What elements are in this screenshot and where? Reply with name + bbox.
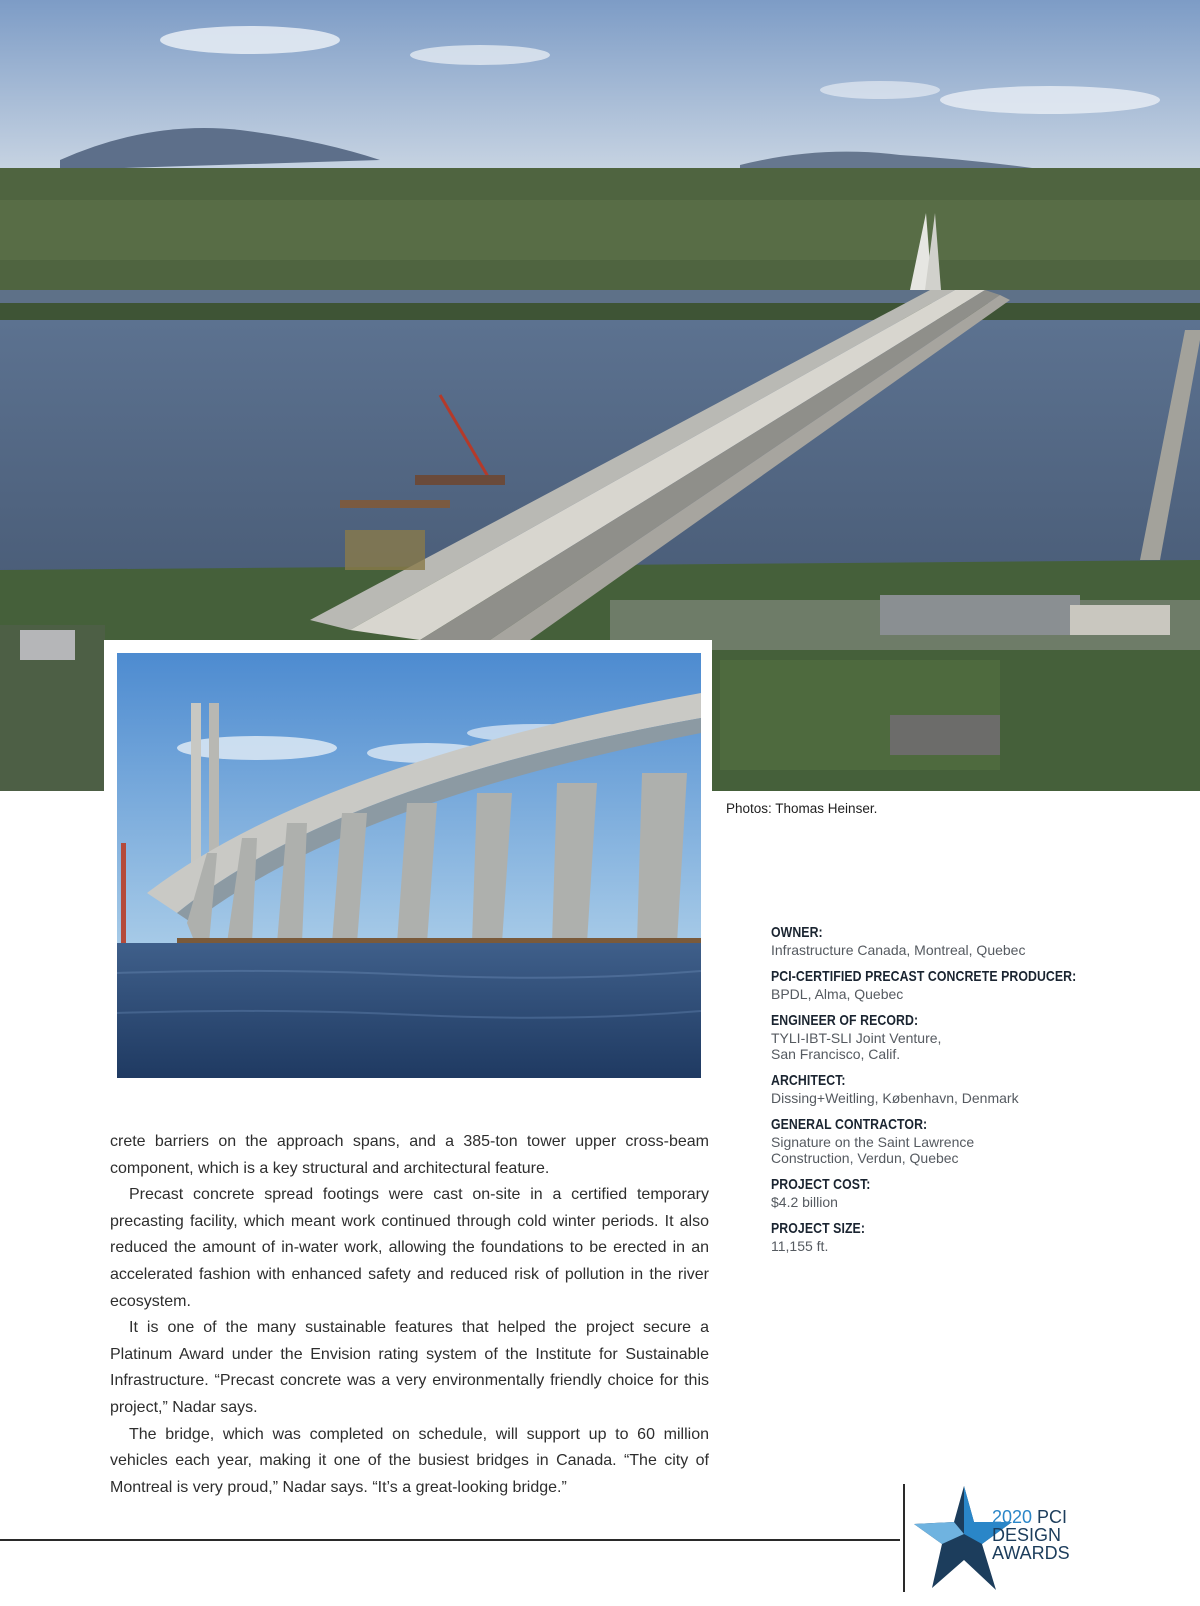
credit-label: ARCHITECT: [771,1072,846,1089]
project-credits [771,924,1101,1264]
logo-year: 2020 [992,1507,1033,1527]
inset-bridge-photo [117,653,701,1078]
logo-line-2: DESIGN [992,1525,1062,1545]
credit-value: TYLI-IBT-SLI Joint Venture, San Francisco, Calif. [771,1030,942,1062]
credit-value: 11,155 ft. [771,1238,829,1254]
footer-rule [0,1539,900,1541]
credit-owner [771,924,1101,958]
paragraph: The bridge, which was completed on schedule, will support up to 60 million vehicles each year, making it one of the busiest bridges in Canada. “The city of Montreal is very proud,” Nadar says. “It’s a great-looking bridge.” [110,1425,709,1496]
credit-contractor [771,1116,1101,1166]
paragraph: It is one of the many sustainable features that helped the project secure a Platinum Award under the Envision rating system of the Institute for Sustainable Infrastructure. “Precast concrete was a very environmentally friendly choice for this project,” Nadar says. [110,1319,709,1416]
article-body [110,1129,709,1501]
credit-label: PCI-CERTIFIED PRECAST CONCRETE PRODUCER: [771,968,1077,985]
footer-divider [903,1484,905,1592]
credit-label: ENGINEER OF RECORD: [771,1012,919,1029]
credit-engineer [771,1012,1101,1062]
credit-value: BPDL, Alma, Quebec [771,986,904,1002]
credit-value: $4.2 billion [771,1194,838,1210]
paragraph: crete barriers on the approach spans, and a 385-ton tower upper cross-beam component, which is a key structural and architectural feature. [110,1133,709,1177]
credit-value: Dissing+Weitling, København, Denmark [771,1090,1019,1106]
logo-line-3: AWARDS [992,1543,1070,1563]
credit-label: PROJECT SIZE: [771,1220,866,1237]
credit-architect [771,1072,1101,1106]
logo-pci: PCI [1032,1507,1068,1527]
bridge-piers-photo-icon [117,653,701,1078]
credit-label: PROJECT COST: [771,1176,871,1193]
logo-line-1 [992,1508,1070,1526]
credit-label: OWNER: [771,924,823,941]
logo-text [992,1508,1070,1562]
credit-value: Infrastructure Canada, Montreal, Quebec [771,942,1026,958]
paragraph: Precast concrete spread footings were cast on-site in a certified temporary precasting facility, which meant work continued through cold winter periods. It also reduced the amount of in-water work, allowing the foundations to be erected in an accelerated fashion with enhanced safety and reduced risk of pollution in the river ecosystem. [110,1186,709,1310]
credit-producer [771,968,1101,1002]
credit-value: Signature on the Saint Lawrence Construction, Verdun, Quebec [771,1134,975,1166]
photo-credit: Photos: Thomas Heinser. [726,801,878,816]
credit-size [771,1220,1101,1254]
credit-cost [771,1176,1101,1210]
credit-label: GENERAL CONTRACTOR: [771,1116,928,1133]
